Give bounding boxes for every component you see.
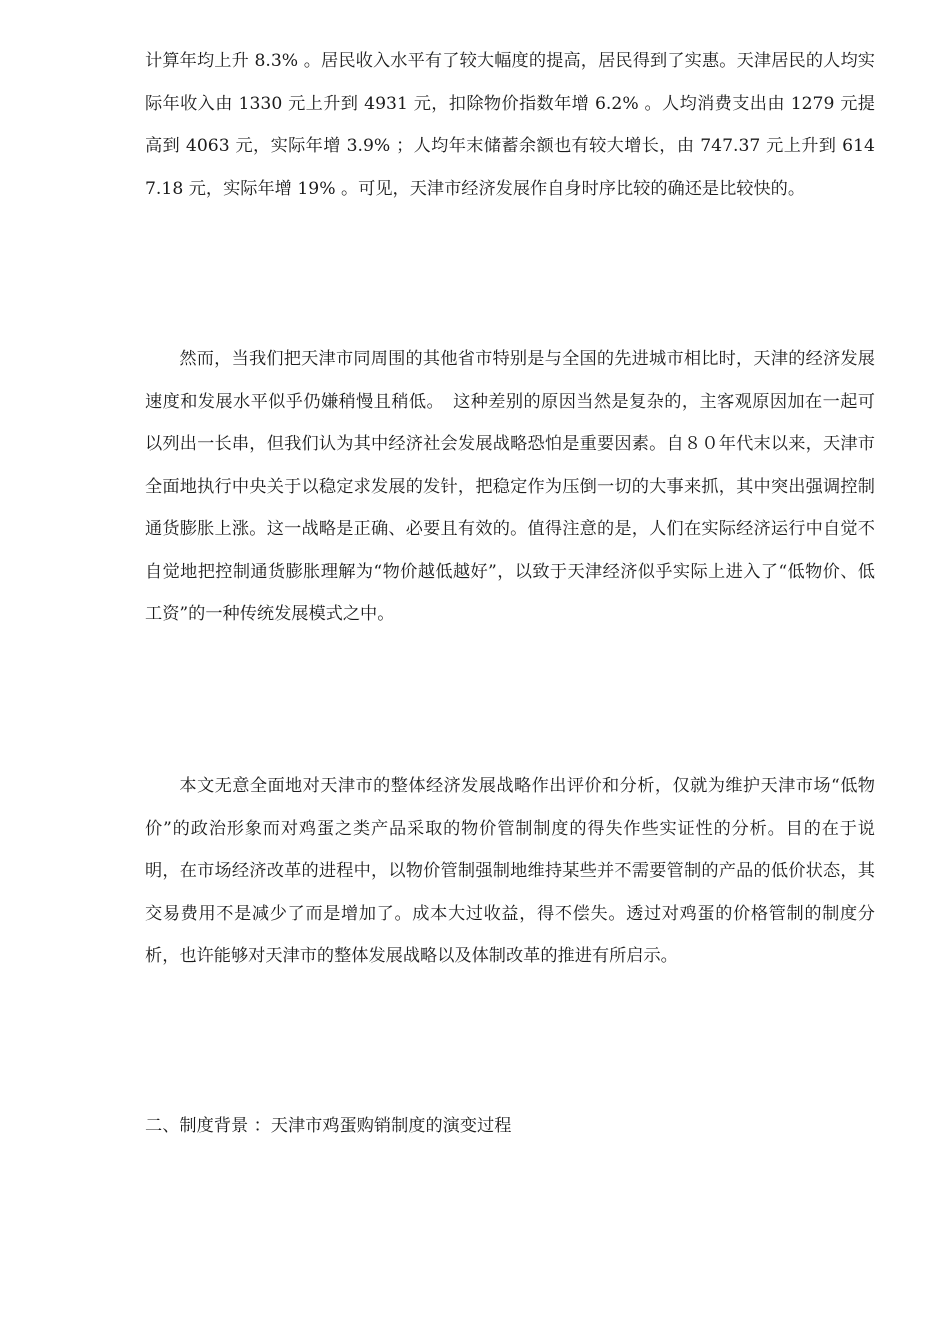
paragraph-article-purpose: 本文无意全面地对天津市的整体经济发展战略作出评价和分析，仅就为维护天津市场“低物价”的政治形象而对鸡蛋之类产品采取的物价管制制度的得失作些实证性的分析。目的在于说明，在市场经济改革的进程中，以物价管制强制地维持某些并不需要管制的产品的低价状态，其交易费用不是减少了而是增加了。成本大过收益，得不偿失。透过对鸡蛋的价格管制的制度分析，也许能够对天津市的整体发展战略以及体制改革的推进有所启示。 [145, 776, 875, 966]
paragraph-income-growth: 计算年均上升 8.3% 。居民收入水平有了较大幅度的提高，居民得到了实惠。天津居民的人均实际年收入由 1330 元上升到 4931 元，扣除物价指数年增 6.2% 。人均消费支出由 1279 元提高到 4063 元，实际年增 3.9% ；人均年末储蓄余额也有较大增长，由 747.37 元上升到 6147.18 元，实际年增 19% 。可见，天津市经济发展作自身时序比较的确还是比较快的。 [145, 51, 875, 199]
paragraph-development-comparison: 然而，当我们把天津市同周围的其他省市特别是与全国的先进城市相比时，天津的经济发展速度和发展水平似乎仍嫌稍慢且稍低。 这种差别的原因当然是复杂的，主客观原因加在一起可以列出一长串，但我们认为其中经济社会发展战略恐怕是重要因素。自８０年代末以来，天津市全面地执行中央关于以稳定求发展的发针，把稳定作为压倒一切的大事来抓，其中突出强调控制通货膨胀上涨。这一战略是正确、必要且有效的。值得注意的是，人们在实际经济运行中自觉不自觉地把控制通货膨胀理解为“物价越低越好”，以致于天津经济似乎实际上进入了“低物价、低工资”的一种传统发展模式之中。 [145, 349, 875, 624]
section-heading: 二、制度背景 ：天津市鸡蛋购销制度的演变过程 [145, 1116, 512, 1136]
